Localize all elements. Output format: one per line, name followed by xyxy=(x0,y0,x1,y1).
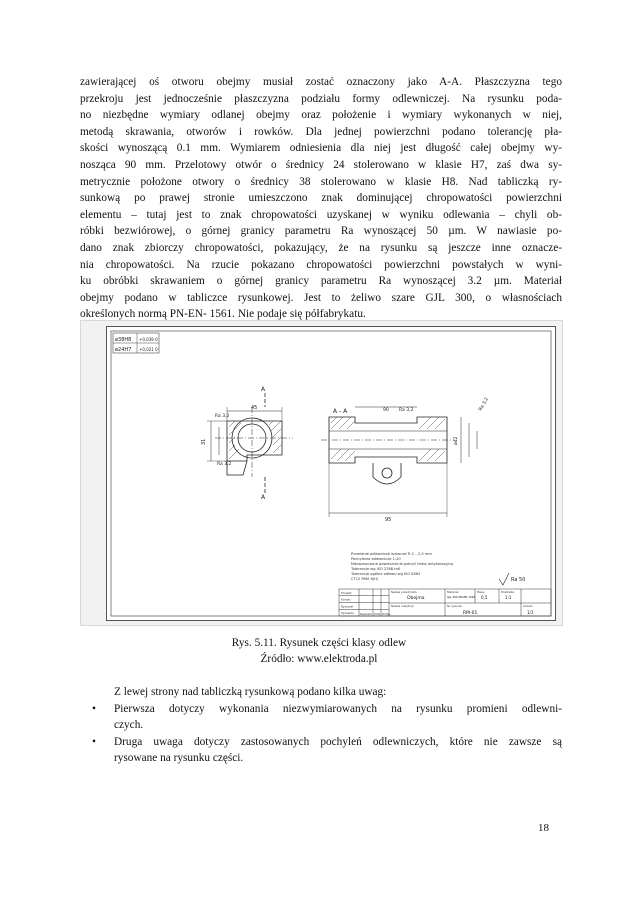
section-marker-top: A xyxy=(261,386,266,393)
body-line: nosząca 90 mm. Przelotowy otwór o średnicy 24 stolerowano w klasie H7, zaś dwa sy- xyxy=(80,158,562,171)
svg-text:Sprawdz.: Sprawdz. xyxy=(341,611,355,615)
front-view xyxy=(207,393,293,493)
body-line: określonych normą PN-EN- 1561. Nie podaje się półfabrykatu. xyxy=(80,308,366,321)
note-line: Niezaznaczone powierzchnie pokryć farbą antykorozyjną xyxy=(351,562,454,566)
dim-90: 90 xyxy=(383,408,389,413)
svg-text:Ra 50: Ra 50 xyxy=(511,577,526,583)
list-item xyxy=(80,701,562,734)
section-view xyxy=(321,407,477,517)
title-block xyxy=(339,589,551,616)
body-line: dano znak zbiorczy chropowatości, pokazujący, że na rysunku są jeszcze inne oznacze- xyxy=(80,241,562,254)
roughness-left-2: Ra 3,2 xyxy=(217,462,232,467)
svg-text:Rysował: Rysował xyxy=(341,604,354,609)
svg-text:Masa: Masa xyxy=(477,590,485,594)
drawing-notes xyxy=(350,552,454,581)
svg-text:Konstr.: Konstr. xyxy=(341,597,352,602)
svg-text:0,5: 0,5 xyxy=(481,595,488,600)
section-marker-bottom: A xyxy=(261,494,266,501)
svg-text:Projekt.: Projekt. xyxy=(341,591,353,595)
svg-text:Materiał: Materiał xyxy=(447,590,459,594)
body-line: metrycznie położone otwory o średnicy 38 stolerowano w klasie H8. Nad tabliczką ry- xyxy=(80,175,562,188)
body-line: metodą skrawania, otworów i rowków. Dla jednej powierzchni podano tolerancję pła- xyxy=(80,125,562,138)
body-line: ku obróbki skrawaniem o górnej granicy parametru Ra wynoszącej 3.2 µm. Materiał xyxy=(80,275,562,288)
technical-drawing xyxy=(106,326,556,621)
dim-45: 45 xyxy=(251,405,258,411)
tolerance-table xyxy=(113,333,159,353)
notes-list xyxy=(80,701,562,767)
drawing-number: RM-01 xyxy=(463,611,478,616)
roughness-left-1: Ra 3,2 xyxy=(215,414,230,419)
drawing-svg xyxy=(107,327,555,620)
tol-value-1: +0,039 0 xyxy=(139,337,158,342)
list-item-line: rysowane na rysunku części. xyxy=(114,752,244,765)
svg-text:Podziałka: Podziałka xyxy=(501,590,515,594)
svg-text:1/1: 1/1 xyxy=(527,610,534,615)
svg-text:Nr rysunku: Nr rysunku xyxy=(447,604,463,608)
list-item xyxy=(80,734,562,767)
list-item-line: Pierwsza dotyczy wykonania niezwymiarowanych na rysunku promieni odlewni- xyxy=(114,702,562,715)
note-line: Pochylenia odlewnicze 1:20 xyxy=(351,557,401,561)
body-line: zawierającej oś otworu obejmy musiał zostać oznaczony jako A-A. Płaszczyzna tego xyxy=(80,76,562,88)
figure-source: Źródło: www.elektroda.pl xyxy=(260,653,378,665)
body-line: nia chropowatości. Na rzucie pokazano chropowatości powierzchni powstałych w wyni- xyxy=(80,258,562,271)
dominant-roughness-symbol xyxy=(499,573,525,585)
note-line: Tolerancje wg ISO 2768-mK xyxy=(351,567,401,571)
roughness-right: Ra 3,2 xyxy=(478,397,490,412)
body-paragraph xyxy=(80,74,562,323)
notes-intro: Z lewej strony nad tabliczką rysunkową podano kilka uwag: xyxy=(114,686,387,698)
svg-text:Nazwa przedmiotu: Nazwa przedmiotu xyxy=(391,590,418,594)
dim-95: 95 xyxy=(385,517,392,523)
list-item-line: czych. xyxy=(114,719,144,732)
notes-section xyxy=(80,684,562,767)
roughness-top: Ra 3,2 xyxy=(399,408,414,413)
body-line: przekroju jest jednocześnie płaszczyzna podziału formy odlewniczej. Na rysunku poda- xyxy=(80,92,562,105)
body-line: no niezbędne wymiary odlanej obejmy oraz położenie i wymiary wykonanych w niej, xyxy=(80,109,562,122)
dim-31: 31 xyxy=(201,438,207,445)
dim-42: ø42 xyxy=(454,436,459,445)
svg-text:Podpis: Podpis xyxy=(382,613,391,616)
note-line: Promienie odlewnicze wykonać R 2 – 2,5 mm xyxy=(351,552,432,556)
body-line: elementu – tutaj jest to znak chropowatości uzyskanej w wyniku odlewania – chyli ob- xyxy=(80,208,562,221)
bullet-icon: • xyxy=(92,735,96,748)
list-item-line: Druga uwaga dotyczy zastosowanych pochyleń odlewniczych, które nie zawsze są xyxy=(114,735,562,748)
svg-text:1:1: 1:1 xyxy=(505,595,512,600)
svg-text:Data: Data xyxy=(374,613,381,616)
body-line: obejmy podano w tabliczce rysunkowej. Jest to żeliwo szare GJL 300, o własnościach xyxy=(80,291,562,304)
body-line: skości wynoszącą 0.1 mm. Wymiarem odniesienia dla niej jest długość całej obejmy wy- xyxy=(80,142,562,155)
page-number: 18 xyxy=(538,822,549,834)
body-line: róbki bezwiórowej, o górnej granicy parametru Ra wynoszącej 50 µm. W nawiasie po- xyxy=(80,225,562,238)
svg-text:Nazwa instytucji: Nazwa instytucji xyxy=(391,604,414,608)
svg-text:Arkusz: Arkusz xyxy=(523,604,533,608)
note-line: CT12 RMA 6(H) xyxy=(351,577,379,581)
figure-caption: Rys. 5.11. Rysunek części klasy odlew xyxy=(231,637,407,649)
bullet-icon: • xyxy=(92,702,96,715)
tol-label-2: ø24H7 xyxy=(115,347,132,353)
body-line: sunkową po prawej stronie umieszczono znak dominującej chropowatości powierzchni xyxy=(80,192,562,205)
drawing-frame xyxy=(111,331,551,616)
part-name: Obejma xyxy=(407,596,425,601)
note-line: Tolerancje ogólne odlewu wg ISO 8062 xyxy=(351,572,421,576)
material: GJL 300 PN-EN 1561 xyxy=(447,595,476,599)
svg-text:Nazwisko: Nazwisko xyxy=(360,613,373,616)
tol-value-2: +0,021 0 xyxy=(139,347,158,352)
tol-label-1: ø38H8 xyxy=(115,337,132,343)
section-label: A - A xyxy=(333,408,348,415)
